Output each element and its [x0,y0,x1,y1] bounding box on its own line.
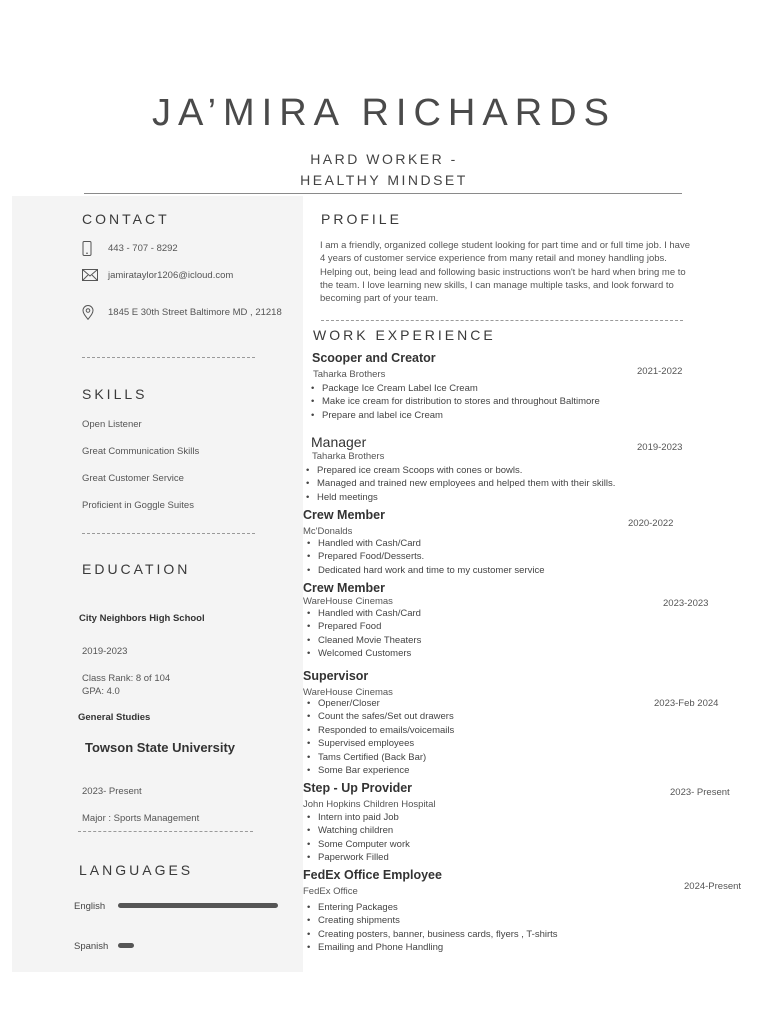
contact-email[interactable]: jamirataylor1206@icloud.com [108,269,234,281]
skills-heading: SKILLS [82,386,148,402]
profile-summary: I am a friendly, organized college student looking for part time and or full time job. I have 4 years of customer service experience from many retail and money handling jobs. Helping out, being lead and following basic instructions won't be hard when bring me to the team. I love learning new skills, I can manage multiple tasks, and look forward to becoming part of your team. [320,240,690,305]
contact-divider [82,357,255,358]
job-date: 2020-2022 [628,518,674,529]
tagline-line-1: HARD WORKER - [310,151,458,167]
high-school-name: City Neighbors High School [79,613,205,624]
skill-item: Great Communication Skills [82,446,200,457]
skill-item: Proficient in Goggle Suites [82,500,194,511]
job-date: 2023- Present [670,787,730,798]
job-duty: • Prepare and label ice Cream [308,409,600,422]
job-duty: • Handled with Cash/Card [304,537,545,550]
profile-divider [321,320,683,321]
job-duty: • Welcomed Customers [304,647,421,660]
job-duty: • Prepared ice cream Scoops with cones or bowls. [303,464,615,477]
job-duty: • Cleaned Movie Theaters [304,634,421,647]
job-title: FedEx Office Employee [303,868,442,882]
job-duty: • Count the safes/Set out drawers [304,710,454,723]
job-date: 2023-2023 [663,598,709,609]
job-employer: WareHouse Cinemas [303,687,393,698]
phone-icon [82,241,108,256]
job-duty: • Some Computer work [304,838,410,851]
language-level-fill [118,903,278,908]
job-duties [304,697,454,777]
job-duty: • Prepared Food [304,620,421,633]
contact-address: 1845 E 30th Street Baltimore MD , 21218 [108,307,282,318]
job-duty: • Opener/Closer [304,697,454,710]
job-duty: • Package Ice Cream Label Ice Cream [308,382,600,395]
job-employer: WareHouse Cinemas [303,596,393,607]
job-title: Manager [311,434,367,450]
job-duty: • Watching children [304,824,410,837]
class-rank: Class Rank: 8 of 104 [82,673,171,684]
contact-phone[interactable]: 443 - 707 - 8292 [108,243,178,254]
job-date: 2024-Present [684,881,742,892]
candidate-name: JA’MIRA RICHARDS [152,92,616,134]
tagline-line-2: HEALTHY MINDSET [300,172,468,188]
general-studies: General Studies [78,712,151,723]
email-icon [82,269,108,281]
contact-email-row [82,269,297,281]
university-name: Towson State University [85,740,236,755]
job-employer: John Hopkins Children Hospital [303,799,436,810]
contact-address-row [82,305,297,320]
job-duties [304,901,558,955]
skill-item: Open Listener [82,419,142,430]
job-title: Scooper and Creator [312,351,436,365]
contact-phone-row [82,241,297,256]
language-level-fill [118,943,134,948]
languages-heading: LANGUAGES [79,862,194,878]
language-level-bar [118,903,278,908]
job-duty: • Tams Certified (Back Bar) [304,751,454,764]
job-duty: • Creating posters, banner, business cards, flyers , T-shirts [304,928,558,941]
skill-item: Great Customer Service [82,473,184,484]
job-duty: • Paperwork Filled [304,851,410,864]
job-duty: • Supervised employees [304,737,454,750]
university-major: Major : Sports Management [82,813,200,824]
job-duty: • Creating shipments [304,914,558,927]
job-duties [304,607,421,661]
job-duty: • Make ice cream for distribution to stores and throughout Baltimore [308,395,600,408]
location-pin-icon [82,305,108,320]
job-duty: • Handled with Cash/Card [304,607,421,620]
job-duties [303,464,615,504]
education-divider [78,831,253,832]
job-employer: Taharka Brothers [313,369,386,380]
job-duty: • Held meetings [303,491,615,504]
job-duty: • Prepared Food/Desserts. [304,550,545,563]
job-duties [304,537,545,577]
high-school-years: 2019-2023 [82,646,128,657]
contact-heading: CONTACT [82,211,170,227]
work-experience-heading: WORK EXPERIENCE [313,327,496,343]
job-employer: Mc'Donalds [303,526,353,537]
language-label: English [74,901,106,912]
job-duty: • Emailing and Phone Handling [304,941,558,954]
job-duties [304,811,410,865]
job-duties [308,382,600,422]
language-label: Spanish [74,941,109,952]
university-years: 2023- Present [82,786,142,797]
job-date: 2023-Feb 2024 [654,698,719,709]
job-duty: • Managed and trained new employees and helped them with their skills. [303,477,615,490]
language-level-bar [118,943,278,948]
job-duty: • Entering Packages [304,901,558,914]
job-duty: • Responded to emails/voicemails [304,724,454,737]
job-title: Supervisor [303,669,369,683]
job-duty: • Dedicated hard work and time to my customer service [304,564,545,577]
job-date: 2019-2023 [637,442,683,453]
job-duty: • Some Bar experience [304,764,454,777]
job-employer: FedEx Office [303,886,358,897]
job-employer: Taharka Brothers [312,451,385,462]
job-title: Step - Up Provider [303,781,413,795]
skills-divider [82,533,255,534]
job-title: Crew Member [303,508,385,522]
job-duty: • Intern into paid Job [304,811,410,824]
profile-heading: PROFILE [321,211,402,227]
education-heading: EDUCATION [82,561,191,577]
header-divider [84,193,682,194]
job-title: Crew Member [303,581,385,595]
gpa: GPA: 4.0 [82,686,120,697]
job-date: 2021-2022 [637,366,683,377]
